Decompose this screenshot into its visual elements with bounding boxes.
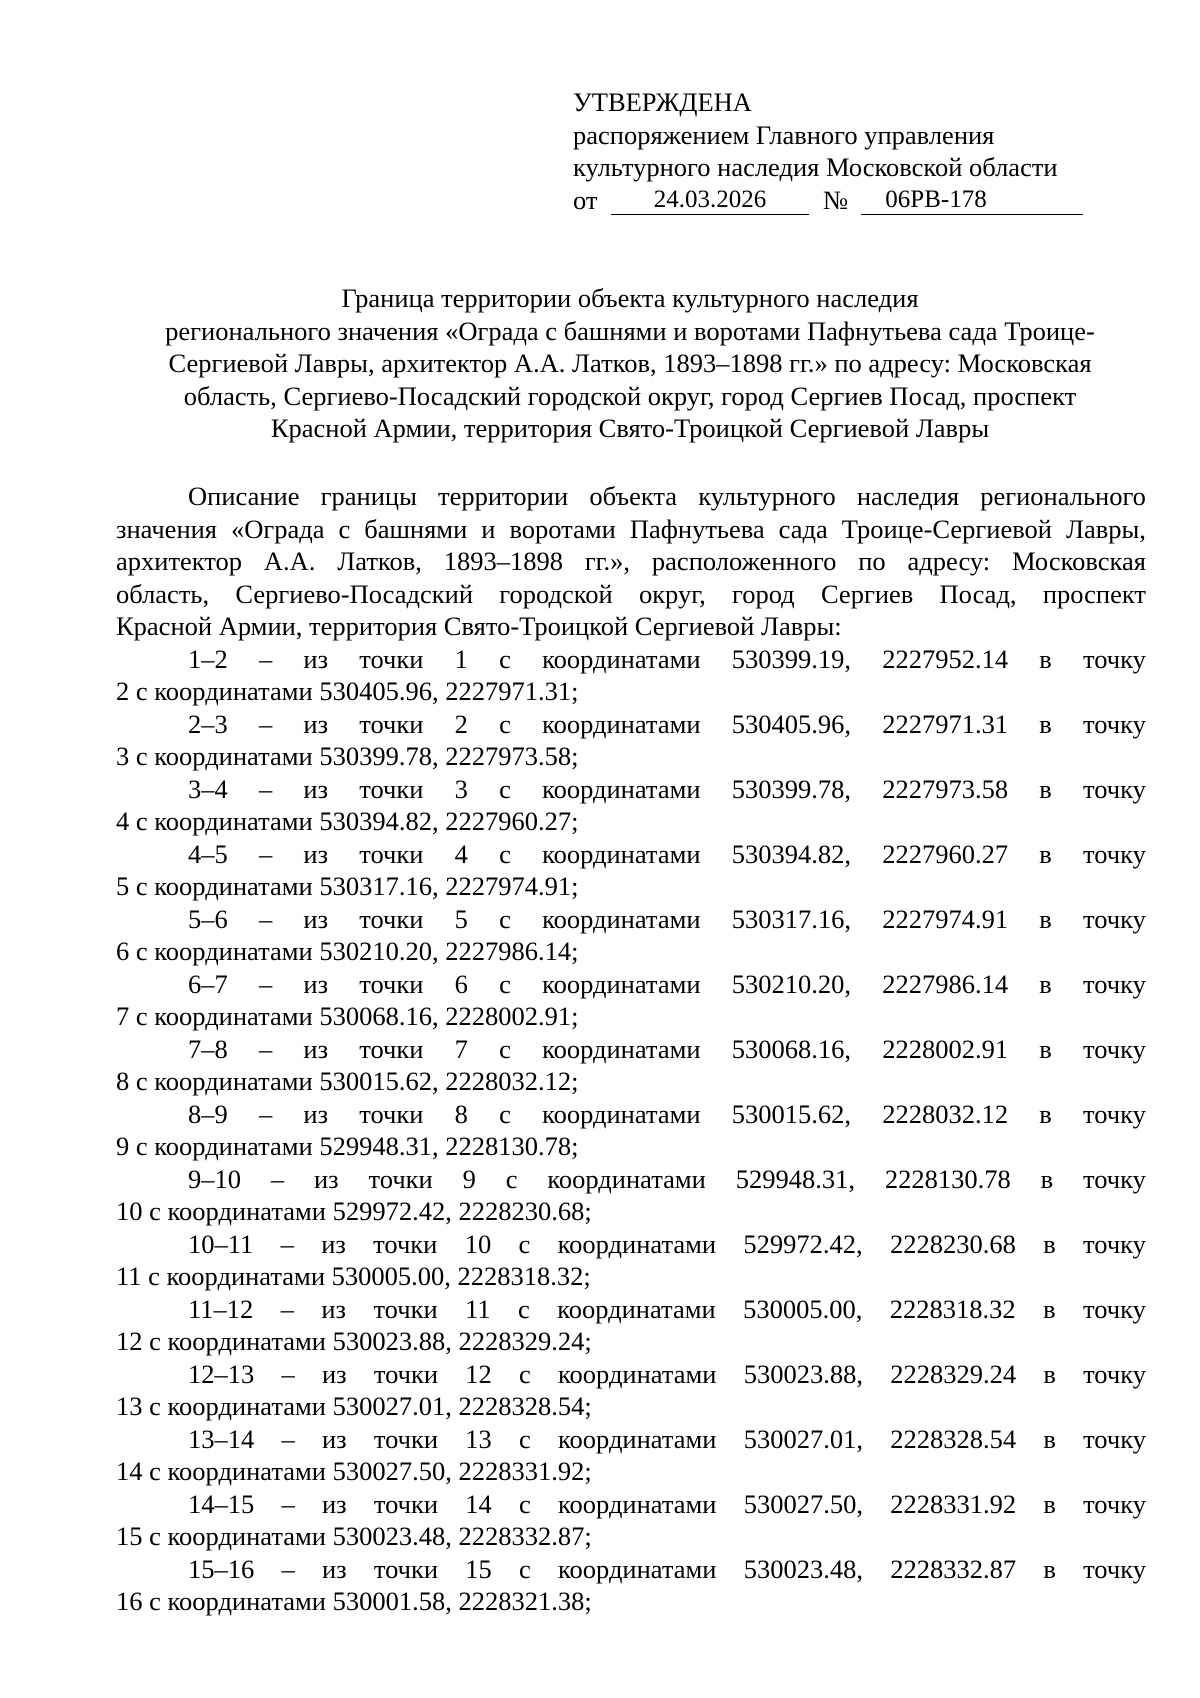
word: 11 [465,1293,491,1324]
word: 6 [454,968,468,999]
segment-line [116,708,1146,741]
intro-line [116,513,1146,546]
title-line: Сергиевой Лавры, архитектор А.А. Латков, 1893–1898 гг.» по адресу: Московская [168,348,1092,378]
word: координатами [557,1293,716,1324]
word: точку [1083,838,1146,869]
word: проспект [1042,578,1146,609]
segment-line: 3 с координатами 530399.78, 2227973.58; [116,741,579,771]
boundary-segment [116,1163,1146,1228]
intro-line [116,480,1146,513]
segment-line [116,1228,1146,1261]
word: точки [359,643,424,674]
word: координатами [542,1033,701,1064]
word: с [519,1358,531,1389]
word: 12 [465,1358,492,1389]
word: координатами [547,1163,706,1194]
word: в [1043,1358,1056,1389]
word: из [303,1033,329,1064]
intro-line: Красной Армии, территория Свято-Троицкой Сергиевой Лавры: [116,611,842,641]
word: с [518,1293,530,1324]
word: Посад, [939,578,1017,609]
word: 2228002.91 [882,1033,1009,1064]
word: Лавры, [1065,513,1146,544]
word: 530394.82, [731,838,852,869]
intro-line [116,578,1146,611]
word: объекта [589,481,678,511]
boundary-segment [116,1358,1146,1423]
word: точки [359,1098,424,1129]
title-line: область, Сергиево-Посадский городской округ, город Сергиев Посад, проспект [183,380,1077,411]
segment-line: 14 с координатами 530027.50, 2228331.92; [116,1456,592,1486]
word: с [519,1423,531,1454]
word: 6–7 [188,968,228,999]
word: – [280,1228,294,1259]
word: – [281,1423,295,1454]
word: Пафнутьева [629,513,765,544]
intro-paragraph [116,480,1146,643]
word: с [499,968,511,999]
word: область, [116,578,210,609]
word: координатами [558,1553,717,1584]
boundary-segment [116,1033,1146,1098]
word: точки [373,1553,439,1584]
word: точку [1083,1488,1146,1519]
word: из [321,1423,347,1454]
word: 530023.88, [743,1358,863,1389]
word: 5 [454,903,468,934]
word: 530405.96, [731,708,852,739]
approval-heading: УТВЕРЖДЕНА [573,87,752,117]
word: 15 [465,1553,492,1584]
word: – [258,838,273,869]
word: точку [1083,643,1146,674]
word: координатами [558,1358,717,1389]
segment-line [116,773,1146,806]
word: координатами [557,1228,717,1259]
word: с [499,773,511,804]
word: координатами [542,773,701,804]
word: точку [1083,1423,1146,1454]
word: регионального [980,481,1146,511]
word: – [270,1163,285,1194]
approval-line-1: распоряжением Главного управления [573,119,995,150]
word: Описание [188,481,300,511]
word: точку [1083,968,1146,999]
word: из [303,903,329,934]
word: 530027.01, [743,1423,863,1454]
segment-line: 8 с координатами 530015.62, 2228032.12; [116,1066,579,1096]
word: 4–5 [188,838,228,869]
intro-line [116,545,1146,578]
word: 14 [465,1488,492,1519]
word: с [519,1553,531,1584]
boundary-segment [116,1228,1146,1293]
segment-line: 2 с координатами 530405.96, 2227971.31; [116,676,579,706]
boundary-segment [116,1553,1146,1618]
word: точки [373,1293,438,1324]
word: – [281,1488,295,1519]
word: – [258,708,273,739]
word: 2227973.58 [882,773,1009,804]
word: расположенного [651,546,837,576]
word: точки [373,1423,439,1454]
word: точку [1083,708,1146,739]
segment-line: 11 с координатами 530005.00, 2228318.32; [116,1261,591,1291]
word: в [1039,838,1052,869]
segment-line [116,1488,1146,1521]
word: гг.», [584,546,631,576]
word: точки [359,1033,424,1064]
word: координатами [558,1423,717,1454]
word: округ, [638,578,706,609]
word: из [321,1358,347,1389]
word: 1–2 [188,643,228,674]
word: 529948.31, [735,1163,855,1194]
word: координатами [542,903,701,934]
word: – [258,773,273,804]
approval-date-number-row [573,184,1113,217]
word: в [1043,1293,1056,1324]
boundary-description [116,480,1146,1618]
word: координатами [542,643,701,674]
word: 4 [454,838,468,869]
word: координатами [542,968,701,999]
word: 3–4 [188,773,228,804]
word: 2228318.32 [889,1293,1016,1324]
approval-line-2: культурного наследия Московской области [573,152,1058,182]
word: Сергиев [820,578,914,609]
segment-line [116,838,1146,871]
document-title [110,282,1150,445]
word: – [258,968,273,999]
word: точку [1082,1163,1146,1194]
word: 9 [462,1163,476,1194]
word: Сергиево-Посадский [235,578,473,609]
word: с [518,1228,531,1259]
word: 13 [465,1423,492,1454]
segment-line: 12 с координатами 530023.88, 2228329.24; [116,1326,592,1356]
word: территории [438,481,569,511]
word: точки [373,1488,439,1519]
boundary-segment [116,1488,1146,1553]
word: 530210.20, [731,968,852,999]
word: из [321,1293,347,1324]
segment-line [116,1423,1146,1456]
word: в [1039,903,1052,934]
word: точку [1083,903,1146,934]
word: в [1043,1423,1056,1454]
word: – [258,643,273,674]
word: точку [1083,1228,1146,1259]
segment-line [116,903,1146,936]
word: 13–14 [188,1423,255,1454]
word: 8 [454,1098,468,1129]
word: 1 [454,643,468,674]
segment-line: 13 с координатами 530027.01, 2228328.54; [116,1391,592,1421]
segment-line [116,1553,1146,1586]
boundary-segment [116,903,1146,968]
word: 2227960.27 [882,838,1009,869]
segment-line: 7 с координатами 530068.16, 2228002.91; [116,1001,579,1031]
segment-line: 10 с координатами 529972.42, 2228230.68; [116,1196,592,1226]
word: Московская [1012,546,1146,576]
boundary-segment [116,708,1146,773]
word: адресу: [907,546,991,576]
word: – [280,1293,294,1324]
word: в [1043,1488,1056,1519]
number-label: № [823,184,849,215]
word: точки [373,1228,438,1259]
segment-line: 16 с координатами 530001.58, 2228321.38; [116,1586,592,1616]
word: в [1039,708,1052,739]
segment-line: 4 с координатами 530394.82, 2227960.27; [116,806,579,836]
segment-line [116,1293,1146,1326]
word: 3 [454,773,468,804]
word: точку [1083,1293,1146,1324]
word: в [1039,773,1052,804]
segment-line [116,1163,1146,1196]
title-line: Красной Армии, территория Свято-Троицкой Сергиевой Лавры [270,413,990,443]
word: 12–13 [188,1358,255,1389]
word: башнями [364,513,468,544]
word: Латков, [337,546,422,576]
word: из [303,1098,329,1129]
segment-line: 9 с координатами 529948.31, 2228130.78; [116,1131,579,1161]
word: в [1039,968,1052,999]
segment-line: 6 с координатами 530210.20, 2227986.14; [116,936,579,966]
word: в [1039,1098,1052,1129]
word: в [1040,1163,1054,1194]
word: – [258,1033,273,1064]
word: 530015.62, [731,1098,852,1129]
word: 7 [454,1033,468,1064]
word: – [281,1358,295,1389]
word: наследия [856,481,960,511]
word: 2228331.92 [890,1488,1017,1519]
segment-line [116,1358,1146,1391]
segment-list [116,643,1146,1618]
segment-line [116,1033,1146,1066]
word: границы [320,481,417,511]
word: 2227986.14 [882,968,1009,999]
word: 530317.16, [731,903,852,934]
word: 9–10 [188,1163,241,1194]
approval-block [573,86,1113,216]
boundary-segment [116,643,1146,708]
word: 530399.78, [731,773,852,804]
word: 2228230.68 [890,1228,1016,1259]
word: координатами [542,708,701,739]
word: с [519,1488,531,1519]
word: 8–9 [188,1098,228,1129]
word: точки [359,838,424,869]
word: с [499,903,511,934]
boundary-segment [116,838,1146,903]
approval-number: 06РВ-178 [885,185,987,213]
segment-line [116,968,1146,1001]
word: 530399.19, [731,643,852,674]
word: 530027.50, [743,1488,863,1519]
word: в [1039,1033,1052,1064]
boundary-segment [116,773,1146,838]
word: из [303,643,329,674]
word: «Ограда [231,513,325,544]
word: 2–3 [188,708,228,739]
segment-line [116,1098,1146,1131]
word: 2228332.87 [890,1553,1017,1584]
word: с [499,838,511,869]
word: координатами [558,1488,717,1519]
word: – [258,1098,273,1129]
word: 2227952.14 [882,643,1009,674]
word: культурного [698,481,836,511]
word: 2227974.91 [882,903,1009,934]
word: город [731,578,795,609]
word: точки [359,968,424,999]
word: из [314,1163,339,1194]
word: точки [373,1358,439,1389]
word: 5–6 [188,903,228,934]
word: 2228130.78 [884,1163,1011,1194]
word: координатами [542,1098,701,1129]
word: точки [359,903,424,934]
word: точки [368,1163,433,1194]
title-line: Граница территории объекта культурного наследия [341,283,919,313]
word: в [1039,643,1052,674]
word: из [321,1553,347,1584]
word: из [303,708,329,739]
segment-line: 5 с координатами 530317.16, 2227974.91; [116,871,579,901]
word: точку [1083,1358,1146,1389]
word: 15–16 [188,1553,255,1584]
word: 7–8 [188,1033,228,1064]
word: из [303,968,329,999]
word: 2228032.12 [882,1098,1009,1129]
word: 14–15 [188,1488,255,1519]
word: в [1043,1553,1056,1584]
word: Троице-Сергиевой [841,513,1052,544]
segment-line [116,643,1146,676]
boundary-segment [116,1098,1146,1163]
word: 2 [454,708,468,739]
word: с [505,1163,518,1194]
word: – [258,903,273,934]
word: 2228329.24 [890,1358,1017,1389]
word: с [499,1033,511,1064]
word: 11–12 [188,1293,254,1324]
word: с [499,708,511,739]
word: А.А. [263,546,316,576]
word: 529972.42, [743,1228,863,1259]
word: воротами [509,513,616,544]
word: с [499,1098,511,1129]
word: точку [1083,773,1146,804]
word: – [281,1553,295,1584]
word: архитектор [116,546,243,576]
word: из [303,838,329,869]
word: точку [1083,1033,1146,1064]
word: значения [116,513,217,544]
word: точки [359,773,424,804]
word: 2228328.54 [890,1423,1017,1454]
segment-line: 15 с координатами 530023.48, 2228332.87; [116,1521,592,1551]
word: и [481,513,496,544]
word: из [303,773,329,804]
word: из [321,1228,346,1259]
word: точки [359,708,424,739]
word: в [1043,1228,1056,1259]
word: 530005.00, [743,1293,863,1324]
from-label: от [573,184,598,215]
word: из [321,1488,347,1519]
boundary-segment [116,1423,1146,1488]
word: 530023.48, [743,1553,863,1584]
word: по [858,546,886,576]
word: с [338,513,351,544]
word: городской [499,578,613,609]
word: 530068.16, [731,1033,852,1064]
word: 10–11 [188,1228,254,1259]
word: 2227971.31 [882,708,1009,739]
word: точку [1083,1553,1146,1584]
title-line: регионального значения «Ограда с башнями и воротами Пафнутьева сада Троице- [165,315,1095,346]
word: координатами [542,838,701,869]
word: 10 [464,1228,492,1259]
boundary-segment [116,1293,1146,1358]
boundary-segment [116,968,1146,1033]
word: 1893–1898 [443,546,563,576]
word: сада [778,513,828,544]
word: с [499,643,511,674]
approval-date: 24.03.2026 [653,185,767,213]
word: точку [1083,1098,1146,1129]
